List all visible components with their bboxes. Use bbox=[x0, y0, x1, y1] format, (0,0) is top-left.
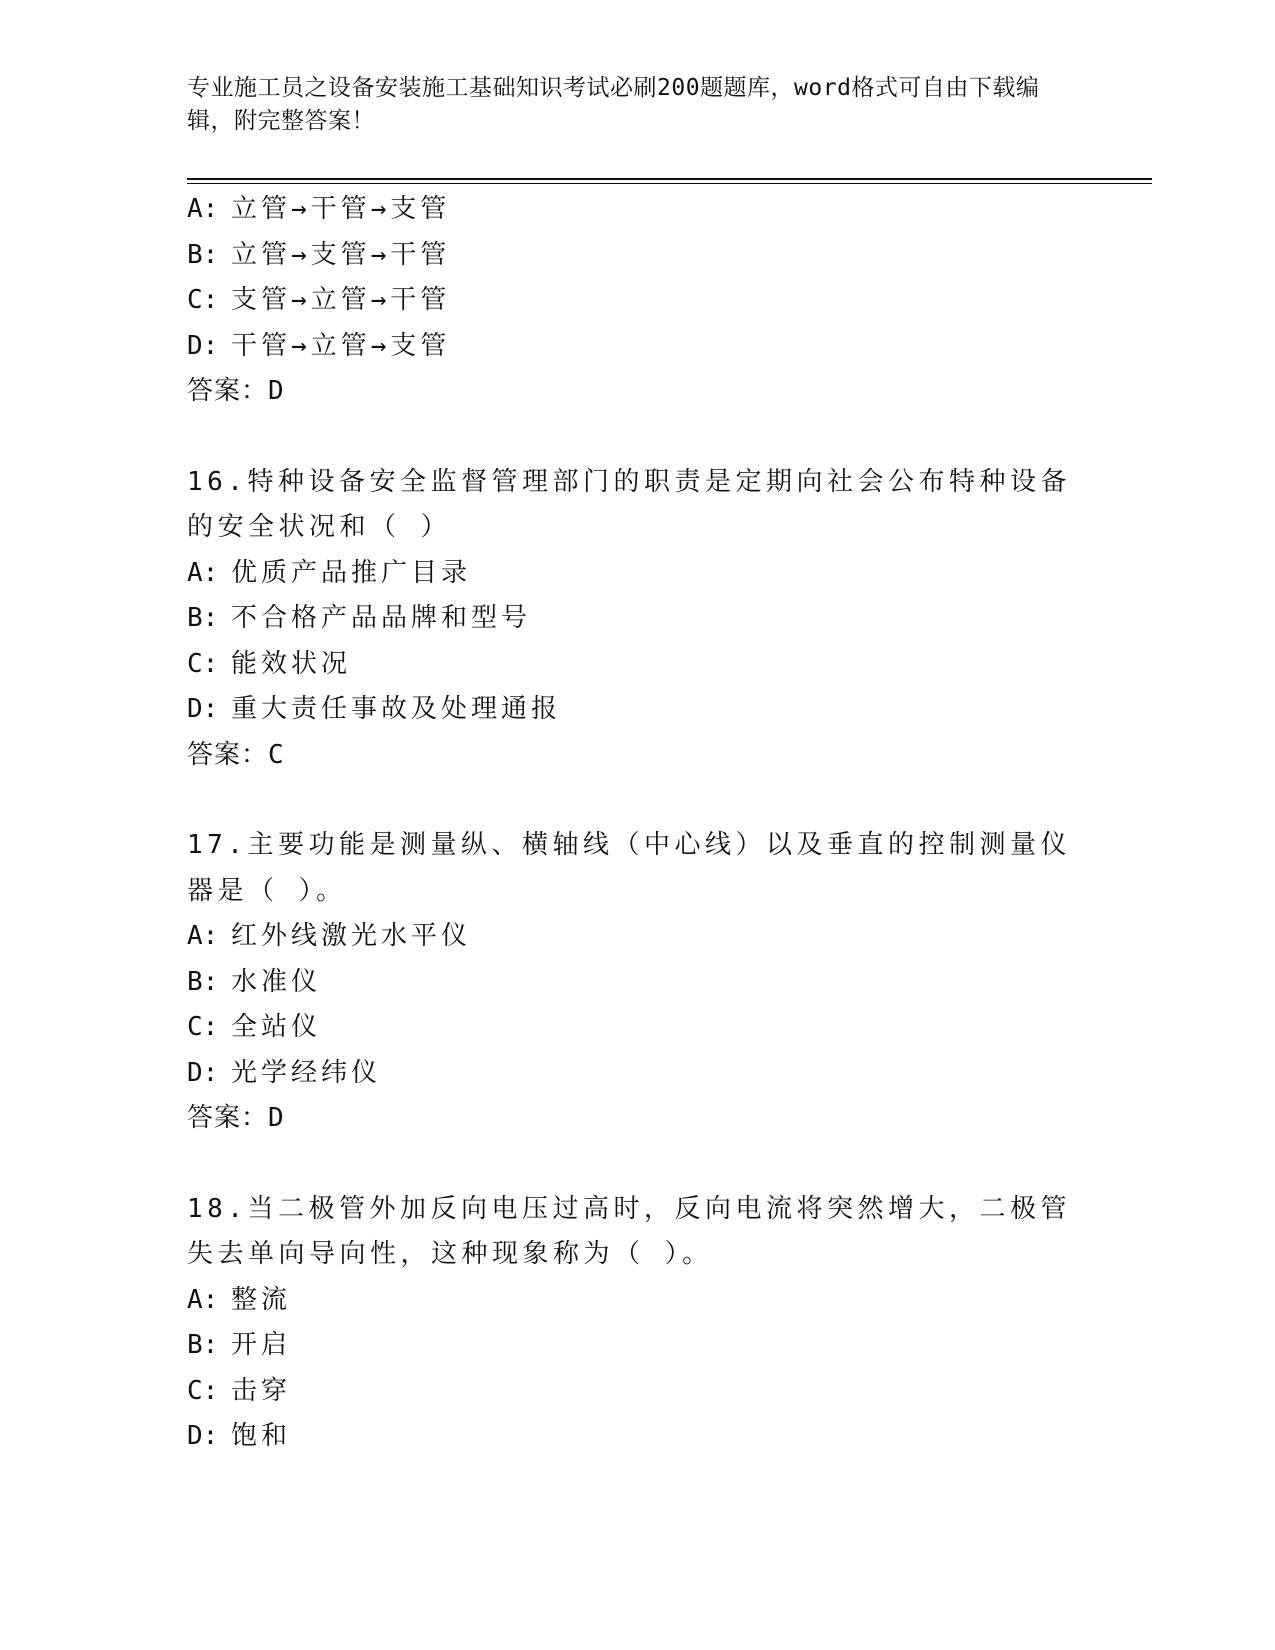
document-header: 专业施工员之设备安装施工基础知识考试必刷200题题库，word格式可自由下载编辑，附完整答案！ bbox=[187, 75, 1040, 134]
option-text: 能效状况 bbox=[231, 648, 352, 679]
question-17 bbox=[187, 823, 1087, 1142]
option-c bbox=[187, 1005, 1087, 1051]
option-label: A: bbox=[187, 921, 219, 951]
option-b bbox=[187, 596, 1087, 642]
option-label: D: bbox=[187, 694, 219, 724]
question-stem: 16.特种设备安全监督管理部门的职责是定期向社会公布特种设备的安全状况和（ ） bbox=[187, 466, 1071, 542]
option-label: A: bbox=[187, 1284, 219, 1315]
option-text: 水准仪 bbox=[231, 966, 322, 997]
option-text: 优质产品推广目录 bbox=[231, 557, 472, 588]
option-label: A: bbox=[187, 194, 219, 224]
option-text: 红外线激光水平仪 bbox=[231, 921, 472, 951]
option-label: C: bbox=[187, 648, 219, 679]
option-label: C: bbox=[187, 1375, 219, 1406]
option-text: 开启 bbox=[231, 1330, 292, 1360]
option-d bbox=[187, 687, 1087, 733]
header-rule-thin bbox=[187, 183, 1152, 184]
option-a bbox=[187, 914, 1087, 960]
option-c bbox=[187, 642, 1087, 688]
option-text: 重大责任事故及处理通报 bbox=[231, 694, 562, 724]
option-label: D: bbox=[187, 1057, 219, 1088]
option-d bbox=[187, 1051, 1087, 1097]
option-text: 干管→立管→支管 bbox=[231, 330, 451, 361]
option-c bbox=[187, 1369, 1087, 1415]
option-a bbox=[187, 187, 1087, 233]
option-b bbox=[187, 960, 1087, 1006]
option-label: B: bbox=[187, 603, 219, 633]
option-label: A: bbox=[187, 557, 219, 588]
option-text: 不合格产品品牌和型号 bbox=[231, 603, 532, 633]
option-label: C: bbox=[187, 285, 219, 315]
question-content bbox=[187, 187, 1087, 1460]
option-c bbox=[187, 278, 1087, 324]
option-b bbox=[187, 1323, 1087, 1369]
option-text: 光学经纬仪 bbox=[231, 1057, 382, 1088]
option-label: B: bbox=[187, 966, 219, 997]
option-text: 饱和 bbox=[231, 1421, 292, 1451]
option-label: C: bbox=[187, 1012, 219, 1042]
option-a bbox=[187, 551, 1087, 597]
question-stem: 18.当二极管外加反向电压过高时，反向电流将突然增大，二极管失去单向导向性，这种现象称为（ ）。 bbox=[187, 1193, 1071, 1269]
previous-question-block bbox=[187, 187, 1087, 415]
option-label: B: bbox=[187, 1330, 219, 1360]
option-label: D: bbox=[187, 1421, 219, 1451]
option-text: 立管→干管→支管 bbox=[231, 194, 451, 224]
option-d bbox=[187, 1414, 1087, 1460]
answer-line: 答案：C bbox=[187, 739, 285, 770]
option-text: 立管→支管→干管 bbox=[231, 239, 451, 270]
answer-line: 答案：D bbox=[187, 376, 285, 406]
option-label: B: bbox=[187, 239, 219, 270]
answer-line: 答案：D bbox=[187, 1103, 285, 1133]
header-rule-thick bbox=[187, 178, 1152, 180]
question-stem: 17.主要功能是测量纵、横轴线（中心线）以及垂直的控制测量仪器是（ ）。 bbox=[187, 830, 1071, 906]
option-label: D: bbox=[187, 330, 219, 361]
question-18 bbox=[187, 1187, 1087, 1460]
option-b bbox=[187, 233, 1087, 279]
option-text: 击穿 bbox=[231, 1375, 292, 1406]
option-a bbox=[187, 1278, 1087, 1324]
option-d bbox=[187, 324, 1087, 370]
question-16 bbox=[187, 460, 1087, 779]
option-text: 支管→立管→干管 bbox=[231, 285, 451, 315]
option-text: 全站仪 bbox=[231, 1012, 322, 1042]
option-text: 整流 bbox=[231, 1284, 292, 1315]
